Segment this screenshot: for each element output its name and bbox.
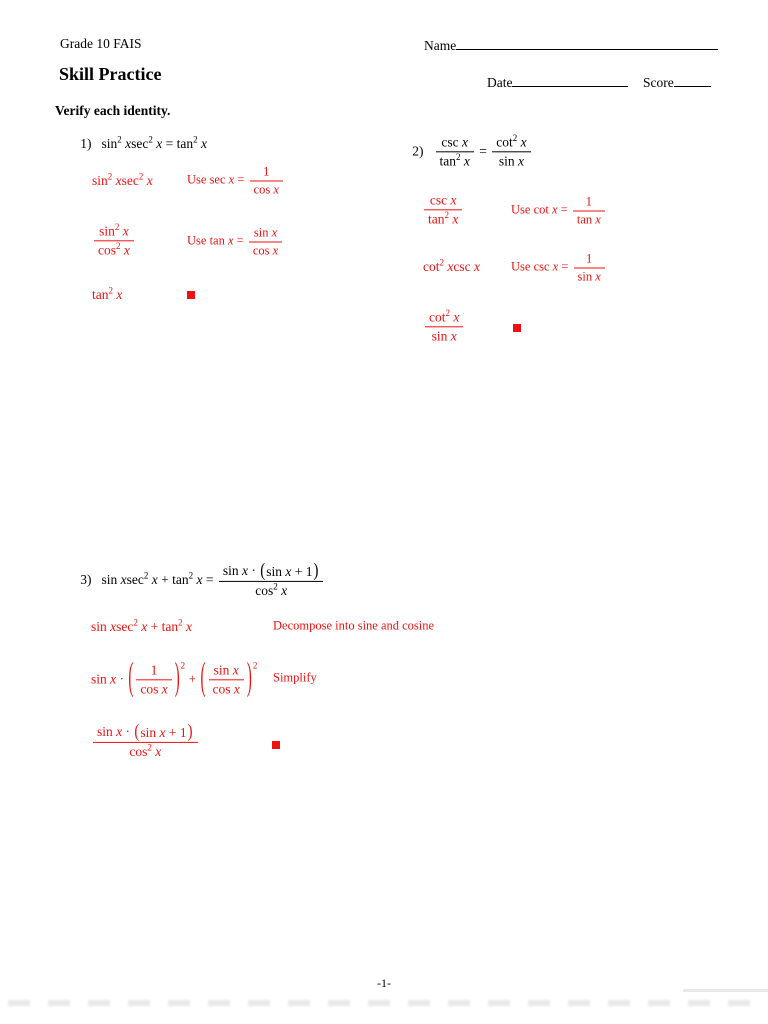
problem-1-step-2: $\frac{\sin^2 x}{\cos^2 x}$ (92, 223, 136, 258)
statement-formula: sin xsec$^2$ $x + \tan^2 x$ = sin x · ( sin x + 1 ) $\cos^2 x$ (102, 572, 326, 587)
score-label: Score (643, 75, 674, 90)
problem-number: 2) (412, 143, 424, 159)
statement-formula: $\sin^2 xsec^2$ $x = \tan^2 x$ (101, 134, 207, 151)
qed-square-marker (272, 741, 280, 749)
problem-3-statement (60, 547, 325, 615)
date-label: Date (487, 75, 513, 90)
qed-square-marker (513, 324, 521, 332)
page-number: -1- (377, 976, 391, 990)
problem-1-note-1: Use sec x = $\frac{1}{\text{cos x}}$ (187, 165, 285, 198)
name-blank-line (456, 36, 718, 50)
problem-3-note-2: Simplify (273, 670, 317, 685)
problem-1-step-1: $\sin^2 xsec^2$ x (92, 171, 153, 188)
problem-number: 3) (80, 572, 92, 588)
problem-3-note-1: Decompose into sine and cosine (273, 618, 435, 633)
qed-square-marker (187, 291, 195, 299)
problem-2-step-2: $\cot^2 xcsc$ x (423, 257, 480, 274)
next-page-bleed-strip (8, 1000, 760, 1006)
problem-2-note-2: Use csc x = $\frac{1}{\text{sin x}}$ (511, 252, 607, 285)
problem-3-step-3: sin x · ( sin x + 1 ) $\cos^2 x$ (91, 724, 200, 760)
problem-2-statement (392, 118, 533, 185)
statement-formula: $\frac{\text{csc x}}{\tan^2 x}$ = $\frac{\cot^2 x}{\text{sin x}}$ (434, 143, 533, 158)
problem-3-step-1: sin xsec$^2$ $x + \tan^2 x$ (91, 617, 192, 634)
problem-1-statement (60, 120, 207, 168)
score-field (643, 73, 711, 91)
date-blank-line (512, 73, 628, 87)
problem-1-step-3: $\tan^2 x$ (92, 285, 123, 302)
problem-2-note-1: Use cot x = $\frac{1}{\text{tan x}}$ (511, 195, 607, 228)
scan-smudge (683, 989, 768, 992)
page-title: Skill Practice (59, 64, 162, 84)
name-label: Name (424, 38, 457, 53)
problem-2-step-1: $\frac{\text{csc x}}{\tan^2 x}$ (422, 192, 464, 227)
problem-3-step-2: sin x · ( $\frac{1}{\text{cos x}}$ ) $^2$ + ( $\frac{\text{sin x}}{\text{cos x}}$ ) $^2$ (91, 658, 258, 700)
name-field (424, 36, 718, 54)
instruction-text: Verify each identity. (55, 103, 171, 118)
score-blank-line (674, 73, 711, 87)
date-field (487, 73, 628, 91)
problem-1-note-2: Use tan x = $\frac{\text{sin x}}{\text{cos x}}$ (187, 226, 284, 259)
problem-2-step-3: $\frac{\cot^2 x}{\text{sin x}}$ (423, 309, 465, 344)
problem-number: 1) (80, 136, 92, 151)
course-label: Grade 10 FAIS (60, 36, 142, 51)
